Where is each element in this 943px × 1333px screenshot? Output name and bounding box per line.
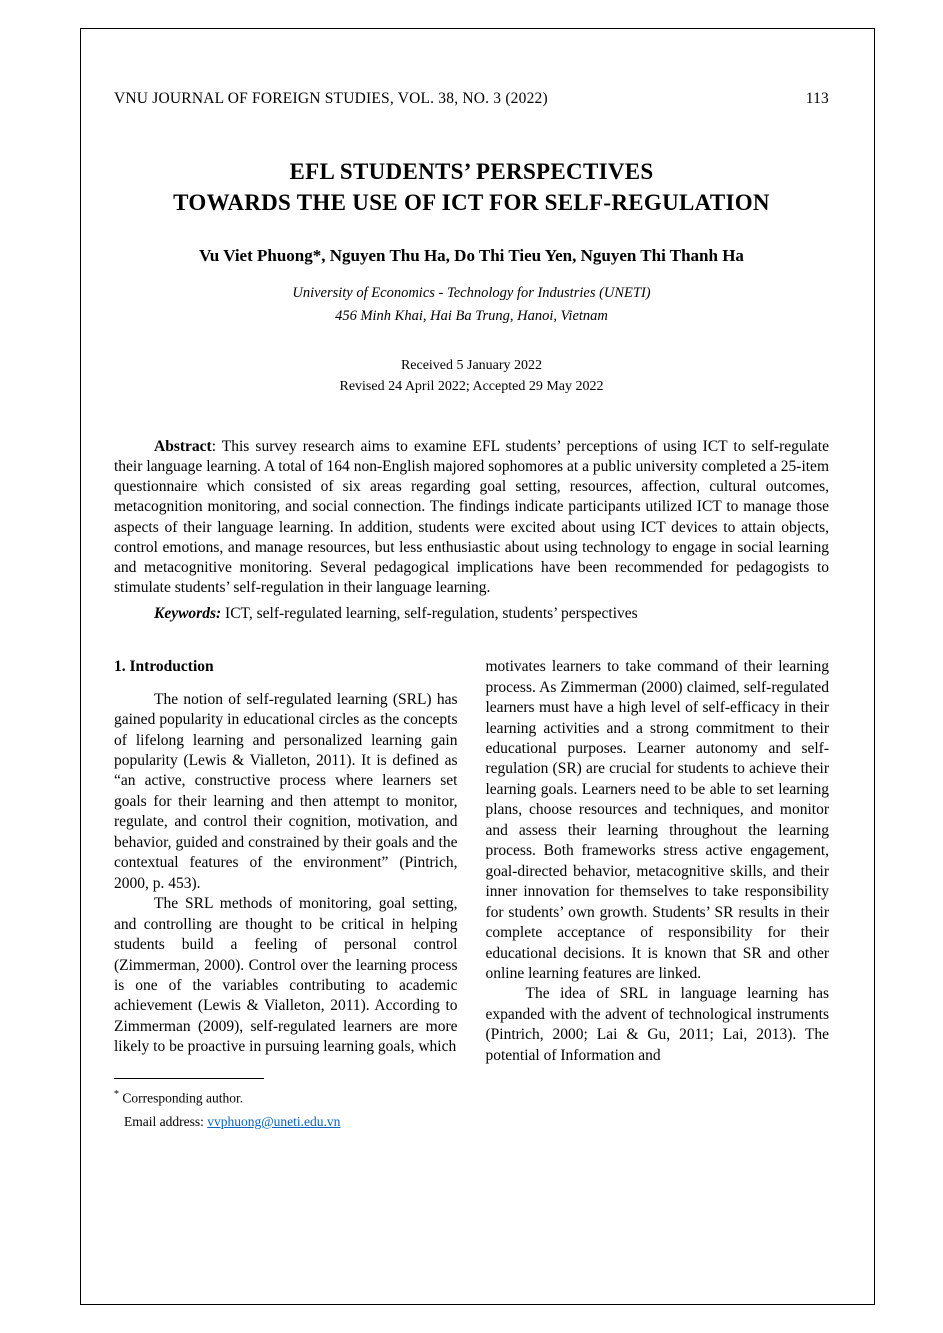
- paper-title-line1: EFL STUDENTS’ PERSPECTIVES: [289, 159, 654, 184]
- email-label: Email address:: [124, 1114, 204, 1129]
- section-heading-introduction: 1. Introduction: [114, 658, 214, 676]
- right-column: [486, 657, 830, 1066]
- abstract-text: : This survey research aims to examine EFL students’ perceptions of using ICT to self-regulate their language learning. A total of 164 non-English majored sophomores at a public university completed a 25-item questionnaire which consisted of six areas regarding goal setting, resources, affection, cultural outcomes, metacognition monitoring, and social connection. The findings indicate participants utilized ICT to manage those aspects of their language learning. In addition, students were excited about using ICT devices to attain objects, control emotions, and manage resources, but less enthusiastic about using technology to engage in social learning and metacognitive monitoring. Several pedagogical implications have been recommended for pedagogists to stimulate students’ self-regulation in their language learning.: [114, 438, 829, 597]
- authors-line: Vu Viet Phuong*, Nguyen Thu Ha, Do Thi Tieu Yen, Nguyen Thi Thanh Ha: [199, 246, 744, 266]
- running-header: [114, 90, 829, 108]
- body-paragraph: The idea of SRL in language learning has expanded with the advent of technological instruments (Pintrich, 2000; Lai & Gu, 2011; Lai, 2013). The potential of Information and: [485, 985, 829, 1064]
- footnote-marker: *: [114, 1089, 119, 1101]
- email-link[interactable]: vvphuong@uneti.edu.vn: [207, 1114, 341, 1129]
- keywords-label: Keywords:: [154, 605, 222, 623]
- affiliation-institution: University of Economics - Technology for Industries (UNETI): [292, 285, 651, 302]
- affiliation-address: 456 Minh Khai, Hai Ba Trung, Hanoi, Vietnam: [335, 308, 608, 325]
- keywords-text: ICT, self-regulated learning, self-regulation, students’ perspectives: [225, 605, 638, 623]
- abstract-label: Abstract: [154, 438, 212, 456]
- revised-accepted-date: Revised 24 April 2022; Accepted 29 May 2022: [339, 378, 604, 394]
- corresponding-author-note: [114, 1087, 829, 1109]
- email-line: [114, 1112, 829, 1132]
- body-paragraph: The SRL methods of monitoring, goal setting, and controlling are thought to be critical in helping students build a feeling of personal control (Zimmerman, 2000). Control over the learning process is one of the variables contributing to academic achievement (Lewis & Vialleton, 2011). According to Zimmerman (2009), self-regulated learners are more likely to be proactive in pursuing learning goals, which: [114, 895, 458, 1056]
- abstract-paragraph: [114, 437, 829, 598]
- footnote-text: Corresponding author.: [122, 1090, 244, 1106]
- body-paragraph: The notion of self-regulated learning (SRL) has gained popularity in educational circles as the concepts of lifelong learning and personalized learning gain popularity (Lewis & Vialleton, 2011). It is defined as “an active, constructive process where learners set goals for their learning and then attempt to monitor, regulate, and control their cognition, motivation, and behavior, guided and constrained by their goals and the contextual features of the environment” (Pintrich, 2000, p. 453).: [114, 690, 458, 892]
- page-number: 113: [805, 90, 829, 107]
- affiliation-block: [114, 282, 829, 328]
- keywords-line: [114, 605, 829, 623]
- two-column-body: [114, 657, 829, 1066]
- footnote-divider: [114, 1078, 264, 1079]
- paper-title: [114, 156, 829, 218]
- left-column: [114, 657, 458, 1066]
- received-date: Received 5 January 2022: [400, 358, 543, 374]
- body-paragraph: motivates learners to take command of their learning process. As Zimmerman (2000) claimed, self-regulated learners must have a high level of self-efficacy in their learning activities and a strong commitment to their educational purposes. Learner autonomy and self-regulation (SR) are crucial for students to achieve their learning goals. Learners need to be able to set learning plans, choose resources and techniques, and monitor and assess their learning throughout the learning process. Both frameworks stress active engagement, goal-directed behavior, metacognitive skills, and their inner innovation for themselves to take responsibility for students’ own growth. Students’ SR results in their complete acceptance of responsibility for their educational decisions. It is known that SR and other online learning features are linked.: [485, 658, 829, 982]
- journal-title: VNU JOURNAL OF FOREIGN STUDIES, VOL. 38, NO. 3 (2022): [114, 90, 548, 107]
- footnote-block: [114, 1078, 829, 1132]
- dates-block: [114, 356, 829, 397]
- paper-title-line2: TOWARDS THE USE OF ICT FOR SELF-REGULATION: [173, 190, 770, 216]
